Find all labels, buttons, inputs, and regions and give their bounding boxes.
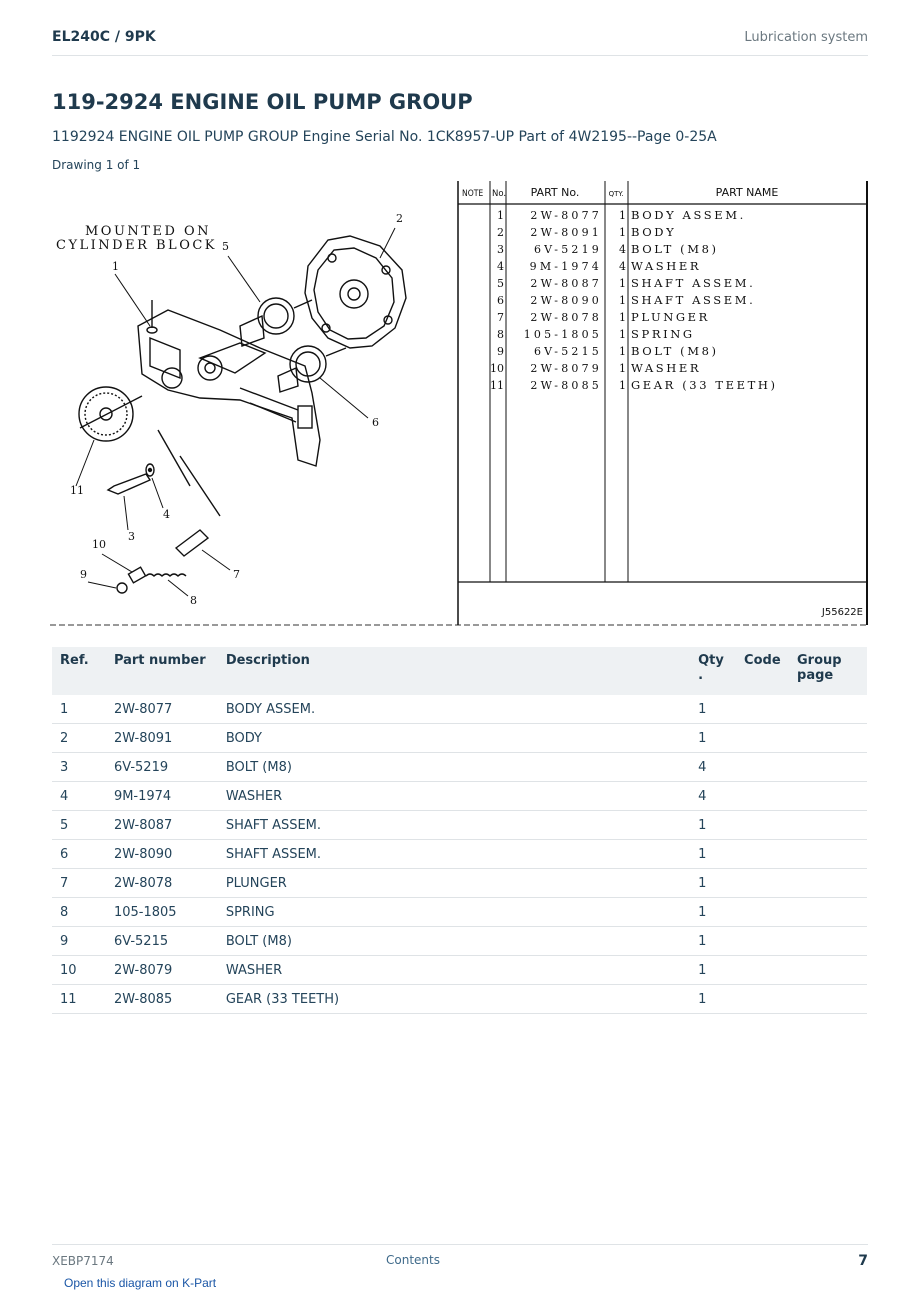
contents-link[interactable]: Contents: [386, 1253, 440, 1267]
drawing-row-qty: 1: [619, 328, 626, 341]
row-ref: 6: [52, 840, 114, 869]
drawing-row-name: BOLT (M8): [631, 344, 719, 358]
drawing-row-name: WASHER: [631, 259, 702, 273]
exploded-diagram: [50, 178, 870, 628]
drawing-row-qty: 1: [619, 277, 626, 290]
callout-number: 9: [80, 568, 87, 581]
row-qty: 1: [698, 724, 744, 753]
header-qty: QTY.: [608, 190, 624, 198]
drawing-row-name: BODY ASSEM.: [631, 208, 746, 222]
row-code: [744, 753, 797, 782]
col-group-page: Group page: [797, 647, 867, 695]
table-row: [52, 753, 867, 782]
callout-leader-line: [202, 550, 230, 570]
drawing-id: J55622E: [821, 607, 863, 618]
row-qty: 1: [698, 927, 744, 956]
table-row: [52, 840, 867, 869]
page-header: [52, 0, 868, 56]
pump-cover-drawing: [305, 236, 406, 348]
callout-number: 4: [163, 508, 170, 521]
callout-number: 2: [396, 212, 403, 225]
drawing-row-part-no: 2W-8090: [530, 294, 602, 307]
col-qty: [698, 647, 744, 695]
row-code: [744, 927, 797, 956]
callout-leader-line: [115, 274, 150, 326]
row-part-number: 6V-5219: [114, 753, 226, 782]
drawing-row-no: 2: [497, 226, 504, 239]
gear-33-teeth-drawing: [79, 387, 142, 441]
col-description: Description: [226, 647, 698, 695]
table-row: [52, 898, 867, 927]
drawing-row-no: 6: [497, 294, 504, 307]
row-ref: 7: [52, 869, 114, 898]
row-description: BOLT (M8): [226, 927, 698, 956]
callout-leader-line: [168, 580, 188, 596]
row-ref: 10: [52, 956, 114, 985]
row-code: [744, 695, 797, 724]
row-group-page: [797, 811, 867, 840]
drawing-row-qty: 1: [619, 226, 626, 239]
header-part-name: PART NAME: [715, 186, 779, 199]
row-qty: 1: [698, 956, 744, 985]
document-id: XEBP7174: [52, 1254, 114, 1268]
drawing-row-name: PLUNGER: [631, 310, 710, 324]
drawing-row-name: BODY: [631, 225, 677, 239]
drawing-row-name: BOLT (M8): [631, 242, 719, 256]
drawing-row-part-no: 9M-1974: [529, 260, 602, 273]
table-row: [52, 956, 867, 985]
callout-leader-line: [152, 478, 163, 508]
row-part-number: 6V-5215: [114, 927, 226, 956]
drawing-row-part-no: 2W-8079: [530, 362, 602, 375]
row-description: WASHER: [226, 956, 698, 985]
callout-number: 3: [128, 530, 135, 543]
row-part-number: 2W-8091: [114, 724, 226, 753]
row-code: [744, 985, 797, 1014]
row-part-number: 2W-8079: [114, 956, 226, 985]
row-ref: 2: [52, 724, 114, 753]
callout-leader-line: [124, 496, 128, 530]
row-group-page: [797, 695, 867, 724]
row-description: SHAFT ASSEM.: [226, 811, 698, 840]
row-ref: 5: [52, 811, 114, 840]
drawing-row-qty: 4: [619, 243, 626, 256]
row-qty: 1: [698, 811, 744, 840]
row-qty: 1: [698, 985, 744, 1014]
callout-leader-line: [88, 582, 116, 588]
drawing-row-qty: 1: [619, 362, 626, 375]
row-ref: 8: [52, 898, 114, 927]
drawing-row-qty: 1: [619, 311, 626, 324]
drawing-row-no: 4: [497, 260, 504, 273]
callout-number: 8: [190, 594, 197, 607]
callout-number: 7: [233, 568, 240, 581]
table-row: [52, 724, 867, 753]
row-code: [744, 840, 797, 869]
callout-leader-line: [228, 256, 260, 302]
row-part-number: 2W-8078: [114, 869, 226, 898]
row-description: BODY ASSEM.: [226, 695, 698, 724]
mounted-label-line2: CYLINDER BLOCK: [56, 238, 218, 253]
table-row: [52, 695, 867, 724]
drawing-row-part-no: 6V-5219: [533, 243, 602, 256]
parts-table: [52, 647, 867, 1014]
drawing-row-no: 7: [497, 311, 504, 324]
drawing-row-no: 1: [497, 209, 504, 222]
page-number: 7: [858, 1253, 868, 1269]
header-note: NOTE: [462, 189, 484, 199]
drawing-row-qty: 1: [619, 345, 626, 358]
row-group-page: [797, 782, 867, 811]
row-part-number: 2W-8085: [114, 985, 226, 1014]
row-code: [744, 869, 797, 898]
drawing-row-part-no: 105-1805: [523, 328, 602, 341]
row-description: SHAFT ASSEM.: [226, 840, 698, 869]
header-part-no: PART No.: [530, 186, 580, 199]
drawing-row-qty: 1: [619, 379, 626, 392]
row-qty: 4: [698, 753, 744, 782]
row-ref: 9: [52, 927, 114, 956]
row-group-page: [797, 985, 867, 1014]
row-description: BODY: [226, 724, 698, 753]
drawing-row-part-no: 2W-8087: [530, 277, 602, 290]
row-qty: 4: [698, 782, 744, 811]
row-group-page: [797, 869, 867, 898]
row-ref: 3: [52, 753, 114, 782]
row-group-page: [797, 840, 867, 869]
table-row: [52, 985, 867, 1014]
row-qty: 1: [698, 695, 744, 724]
drawing-row-part-no: 2W-8091: [530, 226, 602, 239]
header-no: No.: [492, 189, 507, 199]
drawing-row-name: SHAFT ASSEM.: [631, 276, 756, 290]
drawing-row-qty: 4: [619, 260, 626, 273]
drawing-row-no: 11: [490, 379, 504, 392]
row-part-number: 2W-8077: [114, 695, 226, 724]
row-code: [744, 811, 797, 840]
row-ref: 1: [52, 695, 114, 724]
drawing-row-qty: 1: [619, 294, 626, 307]
col-ref: Ref.: [52, 647, 114, 695]
row-part-number: 2W-8087: [114, 811, 226, 840]
drawing-row-name: WASHER: [631, 361, 702, 375]
bolt-washer-drawing: [108, 464, 154, 494]
drawing-row-name: GEAR (33 TEETH): [631, 378, 778, 392]
page-title: 119-2924 ENGINE OIL PUMP GROUP: [52, 90, 473, 114]
shaft-gears-drawing: [240, 298, 346, 392]
drawing-row-no: 9: [497, 345, 504, 358]
drawing-row-name: SHAFT ASSEM.: [631, 293, 756, 307]
table-row: [52, 869, 867, 898]
drawing-row-no: 3: [497, 243, 504, 256]
drawing-row-part-no: 6V-5215: [533, 345, 602, 358]
row-qty: 1: [698, 898, 744, 927]
callout-leader-line: [102, 554, 132, 572]
row-description: WASHER: [226, 782, 698, 811]
row-part-number: 105-1805: [114, 898, 226, 927]
drawing-parts-table: [458, 181, 867, 625]
parts-table-header: [52, 647, 867, 695]
row-code: [744, 782, 797, 811]
row-code: [744, 724, 797, 753]
row-qty: 1: [698, 840, 744, 869]
row-group-page: [797, 898, 867, 927]
col-part-number: Part number: [114, 647, 226, 695]
callout-number: 6: [372, 416, 379, 429]
row-description: SPRING: [226, 898, 698, 927]
col-qty-label: Qty .: [698, 653, 724, 683]
drawing-row-no: 8: [497, 328, 504, 341]
drawing-row-no: 5: [497, 277, 504, 290]
row-ref: 11: [52, 985, 114, 1014]
row-description: PLUNGER: [226, 869, 698, 898]
row-ref: 4: [52, 782, 114, 811]
row-group-page: [797, 956, 867, 985]
section-label: Lubrication system: [744, 30, 868, 45]
row-description: GEAR (33 TEETH): [226, 985, 698, 1014]
drawing-row-part-no: 2W-8085: [530, 379, 602, 392]
callout-number: 5: [222, 240, 229, 253]
row-group-page: [797, 753, 867, 782]
row-group-page: [797, 927, 867, 956]
mounted-label-line1: MOUNTED ON: [85, 224, 212, 239]
row-qty: 1: [698, 869, 744, 898]
row-part-number: 9M-1974: [114, 782, 226, 811]
kpart-link[interactable]: Open this diagram on K-Part: [64, 1276, 217, 1290]
table-row: [52, 782, 867, 811]
page-footer: [52, 1244, 868, 1275]
drawing-row-name: SPRING: [631, 327, 695, 341]
table-row: [52, 811, 867, 840]
row-code: [744, 956, 797, 985]
callout-number: 11: [70, 484, 84, 497]
row-code: [744, 898, 797, 927]
row-group-page: [797, 724, 867, 753]
drawing-row-no: 10: [490, 362, 504, 375]
callout-number: 10: [92, 538, 106, 551]
drawing-label: Drawing 1 of 1: [52, 158, 141, 172]
drawing-row-qty: 1: [619, 209, 626, 222]
callout-leader-line: [76, 440, 94, 486]
model-label: EL240C / 9PK: [52, 29, 156, 45]
diagram-canvas: [50, 178, 870, 628]
pump-body-drawing: [138, 300, 320, 466]
col-code: Code: [744, 647, 797, 695]
drawing-row-part-no: 2W-8077: [530, 209, 602, 222]
page-subtitle: 1192924 ENGINE OIL PUMP GROUP Engine Serial No. 1CK8957-UP Part of 4W2195--Page 0-25A: [52, 129, 717, 145]
row-part-number: 2W-8090: [114, 840, 226, 869]
callout-leader-line: [320, 378, 368, 418]
drawing-row-part-no: 2W-8078: [530, 311, 602, 324]
callout-number: 1: [112, 260, 119, 273]
table-row: [52, 927, 867, 956]
row-description: BOLT (M8): [226, 753, 698, 782]
